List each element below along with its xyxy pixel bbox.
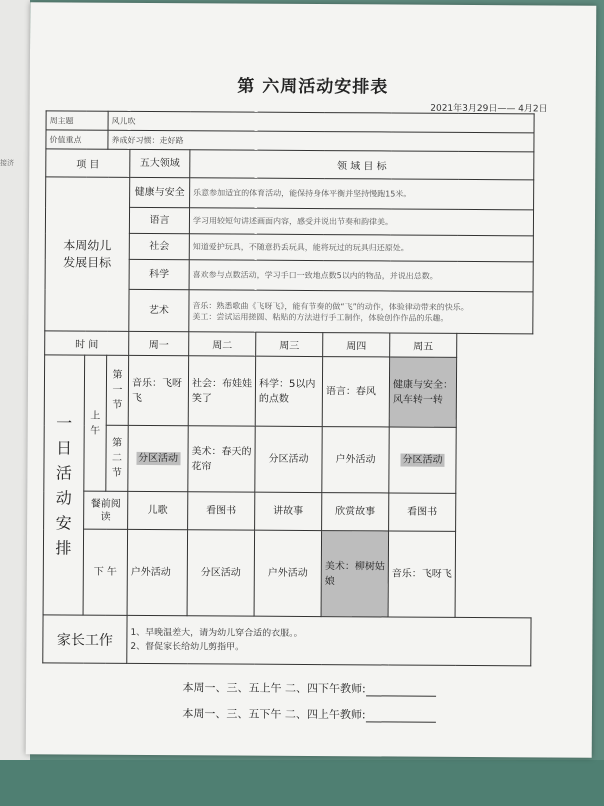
reading-row [44, 491, 532, 532]
item-label: 项 目 [46, 149, 130, 178]
goals-header-row [46, 149, 534, 180]
goal-domain: 科学 [129, 259, 189, 289]
period2-row [44, 425, 532, 494]
goal-text [189, 290, 533, 334]
afternoon-cell: 音乐：飞呀飞 [388, 531, 456, 617]
activity-cell: 语言：春风 [322, 357, 389, 427]
activity-cell: 科学：5以内的点数 [255, 356, 322, 426]
edge-text: 接济 [0, 159, 14, 167]
day-header: 周一 [129, 331, 189, 355]
goal-text-art: 美工：尝试运用搓圆、粘贴的方法进行手工制作，体验创作作品的乐趣。 [192, 311, 449, 323]
schedule-paper [26, 2, 597, 757]
signature-blank [366, 695, 436, 696]
signature-line-1 [26, 678, 592, 697]
daily-side-label: 一日活动安排 [43, 355, 85, 615]
day-header: 周三 [256, 332, 323, 356]
family-row [43, 615, 531, 666]
morning-label: 上午 [84, 355, 107, 491]
activity-cell: 社会：布娃娃笑了 [188, 356, 255, 426]
signature-line-2 [26, 704, 592, 723]
afternoon-cell: 户外活动 [127, 529, 188, 615]
habit-value: 养成好习惯：走好路 [108, 130, 534, 152]
reading-label: 餐前阅读 [84, 491, 128, 529]
activity-cell: 分区活动 [136, 452, 180, 465]
domain-label: 五大领域 [130, 149, 190, 177]
goal-text: 乐意参加适宜的体育活动，能保持身体平衡并坚持慢跑15米。 [190, 178, 534, 210]
reading-cell: 欣赏故事 [322, 493, 389, 531]
period1-row [44, 355, 532, 428]
goal-text-music: 音乐：熟悉歌曲《飞呀飞》，能有节奏的做“飞”的动作，体验律动带来的快乐。 [192, 300, 469, 312]
signature-text: 本周一、三、五上午 二、四下午教师: [182, 681, 366, 696]
day-header: 周五 [390, 333, 457, 357]
theme-value: 风儿吹 [108, 111, 534, 133]
reading-cell: 儿歌 [128, 491, 188, 529]
goals-side-label: 本周幼儿发展目标 [45, 177, 130, 332]
goal-text: 知道爱护玩具，不随意扔丢玩具，能将玩过的玩具归还原处。 [189, 234, 533, 262]
background-floor [0, 760, 604, 806]
afternoon-cell: 美术：柳树姑娘 [321, 531, 389, 617]
goal-domain: 社会 [129, 233, 189, 259]
signature-text: 本周一、三、五下午 二、四上午教师: [182, 707, 366, 722]
goal-row [46, 177, 534, 210]
schedule-table [42, 110, 534, 666]
afternoon-cell: 户外活动 [254, 530, 322, 616]
afternoon-label: 下 午 [83, 529, 128, 615]
goal-domain: 语言 [129, 207, 189, 233]
activity-cell: 分区活动 [255, 426, 322, 492]
afternoon-row [43, 529, 532, 618]
signature-blank [366, 721, 436, 722]
page-title: 第 六周活动安排表 [237, 76, 389, 98]
day-header: 周四 [323, 333, 390, 357]
target-label: 领 域 目 标 [190, 150, 534, 180]
goal-domain: 艺术 [129, 289, 189, 331]
time-label: 时 间 [45, 331, 129, 356]
family-note: 2、督促家长给幼儿剪指甲。 [130, 641, 245, 653]
period1-label: 第一节 [106, 355, 128, 425]
reading-cell: 看图书 [188, 492, 255, 530]
activity-cell: 分区活动 [400, 454, 444, 467]
theme-label: 周主题 [46, 111, 108, 130]
activity-cell: 户外活动 [322, 427, 389, 493]
afternoon-cell: 分区活动 [187, 530, 255, 616]
day-header: 周二 [189, 332, 256, 356]
habit-label: 价值重点 [46, 130, 108, 149]
reading-cell: 讲故事 [255, 492, 322, 530]
goal-domain: 健康与安全 [130, 177, 190, 207]
reading-cell: 看图书 [389, 493, 456, 531]
time-row [45, 331, 533, 358]
activity-cell: 美术：春天的花帘 [188, 426, 255, 492]
date-range: 2021年3月29日—— 4月2日 [430, 103, 548, 115]
family-notes [127, 615, 531, 665]
activity-cell: 健康与安全：风车转一转 [389, 357, 456, 427]
activity-cell: 音乐：飞呀飞 [128, 355, 188, 425]
goal-text: 喜欢参与点数活动，学习手口一致地点数5以内的物品，并说出总数。 [189, 260, 533, 292]
goal-text: 学习用较短句讲述画面内容，感受并说出节奏和韵律美。 [189, 208, 533, 236]
family-label: 家长工作 [43, 615, 127, 664]
period2-label: 第二节 [106, 425, 128, 491]
family-note: 1、早晚温差大，请为幼儿穿合适的衣服。。 [130, 627, 303, 639]
